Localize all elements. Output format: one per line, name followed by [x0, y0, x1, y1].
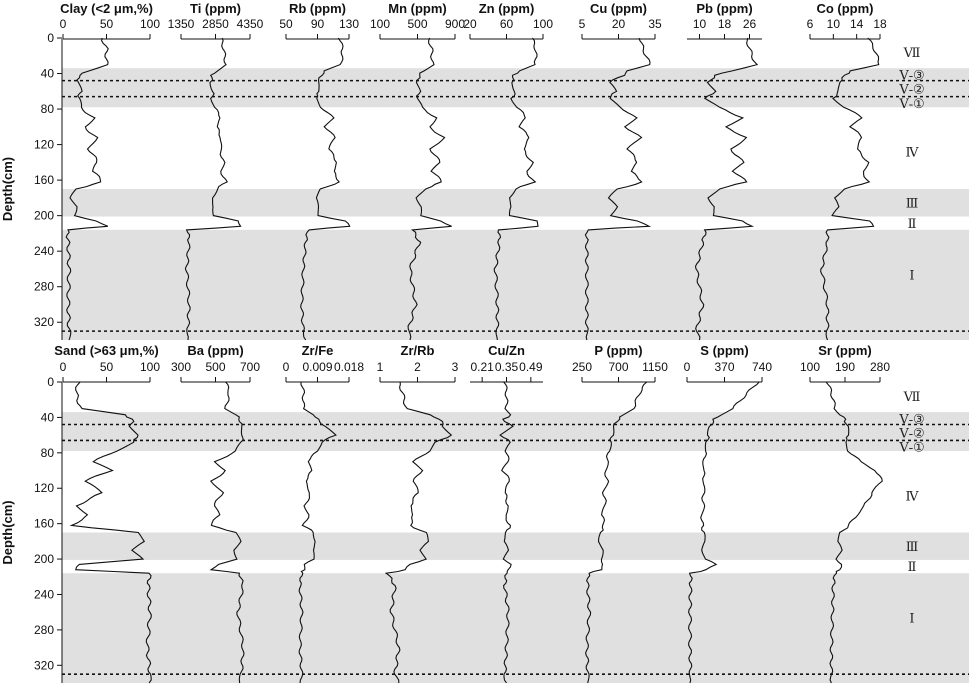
shaded-unit-1: [62, 189, 969, 217]
y-tick-label: 40: [40, 66, 54, 81]
unit-label: Ⅲ: [905, 195, 919, 211]
x-tick-label: 0.21: [470, 360, 494, 374]
x-tick-label: 10: [826, 17, 841, 31]
row-1: [0, 1, 969, 340]
x-tick-label: 300: [170, 360, 192, 374]
unit-label: Ⅴ-③: [899, 67, 925, 83]
y-tick-label: 280: [33, 279, 54, 294]
x-tick-label: 100: [369, 17, 391, 31]
x-tick-label: 0: [683, 360, 691, 374]
unit-label: Ⅳ: [905, 144, 919, 160]
panel-title: Cu/Zn: [488, 343, 525, 358]
x-tick-label: 1150: [642, 360, 668, 374]
y-tick-label: 240: [33, 587, 54, 602]
unit-label: Ⅴ-②: [899, 81, 925, 97]
unit-label: Ⅴ-①: [899, 95, 925, 111]
unit-label: Ⅶ: [903, 389, 921, 405]
x-tick-label: 1: [376, 360, 384, 374]
x-tick-label: 280: [869, 360, 891, 374]
unit-label: Ⅰ: [909, 610, 915, 626]
x-tick-label: 50: [99, 17, 114, 31]
y-tick-label: 80: [40, 445, 54, 460]
panel-title: Zr/Rb: [400, 343, 435, 358]
panel-title: Clay (<2 μm,%): [60, 1, 153, 16]
shaded-unit-0: [62, 412, 969, 451]
unit-label: Ⅲ: [905, 538, 919, 554]
x-tick-label: 14: [849, 17, 864, 31]
unit-label: Ⅴ-①: [899, 439, 925, 455]
x-tick-label: 100: [532, 17, 554, 31]
y-tick-label: 0: [47, 31, 54, 45]
panel-title: Rb (ppm): [288, 1, 347, 16]
x-tick-label: 0.018: [333, 360, 365, 374]
x-tick-label: 20: [463, 17, 477, 31]
y-tick-label: 80: [40, 102, 54, 117]
x-tick-label: 2: [414, 360, 421, 374]
unit-label: Ⅴ-②: [899, 425, 925, 441]
y-tick-label: 200: [33, 208, 54, 223]
y-tick-label: 40: [40, 410, 54, 425]
x-tick-label: 100: [139, 17, 161, 31]
x-tick-label: 370: [714, 360, 735, 374]
unit-label: Ⅱ: [907, 559, 917, 575]
x-tick-label: 2850: [202, 17, 229, 31]
x-tick-label: 100: [799, 360, 821, 374]
row-2: [0, 343, 969, 683]
shaded-unit-2: [62, 230, 969, 340]
x-tick-label: 35: [648, 17, 662, 31]
panel-title: Sr (ppm): [818, 343, 872, 358]
y-tick-label: 160: [33, 516, 54, 531]
panel-title: Pb (ppm): [696, 1, 753, 16]
y-tick-label: 0: [47, 375, 54, 389]
x-tick-label: 100: [139, 360, 161, 374]
x-tick-label: 130: [338, 17, 360, 31]
x-tick-label: 10: [692, 17, 707, 31]
x-tick-label: 4350: [236, 17, 264, 31]
y-tick-label: 160: [33, 173, 54, 188]
x-tick-label: 50: [99, 360, 114, 374]
x-tick-label: 60: [499, 17, 514, 31]
x-tick-label: 0.009: [302, 360, 333, 374]
panel-title: Ti (ppm): [189, 1, 242, 16]
x-tick-label: 0: [59, 360, 67, 374]
panel-title: Zn (ppm): [478, 1, 535, 16]
y-tick-label: 120: [33, 137, 54, 152]
unit-label: Ⅴ-③: [899, 411, 925, 427]
x-tick-label: 18: [873, 17, 887, 31]
y-axis-label: Depth(cm): [0, 156, 15, 222]
x-tick-label: 500: [407, 17, 428, 31]
x-tick-label: 90: [310, 17, 325, 31]
unit-label: Ⅰ: [909, 267, 915, 283]
y-tick-label: 200: [33, 552, 54, 567]
unit-label: Ⅳ: [905, 488, 919, 504]
x-tick-label: 18: [717, 17, 732, 31]
panel-title: Zr/Fe: [301, 343, 334, 358]
x-tick-label: 50: [279, 17, 293, 31]
y-tick-label: 240: [33, 244, 54, 259]
panel-title: S (ppm): [700, 343, 749, 358]
x-tick-label: 0.49: [519, 360, 543, 374]
x-tick-label: 500: [205, 360, 226, 374]
x-tick-label: 0: [282, 360, 290, 374]
unit-label: Ⅱ: [907, 215, 917, 231]
x-tick-label: 740: [751, 360, 773, 374]
panel-title: Co (ppm): [816, 1, 874, 16]
panel-title: Mn (ppm): [388, 1, 447, 16]
x-tick-label: 1350: [167, 17, 195, 31]
x-tick-label: 0: [59, 17, 67, 31]
x-tick-label: 3: [451, 360, 459, 374]
panel-title: Ba (ppm): [187, 343, 244, 358]
x-tick-label: 700: [608, 360, 629, 374]
y-tick-label: 280: [33, 622, 54, 637]
y-tick-label: 320: [33, 658, 54, 673]
x-tick-label: 6: [806, 17, 814, 31]
panel-title: Sand (>63 μm,%): [54, 343, 159, 358]
x-tick-label: 20: [611, 17, 626, 31]
x-tick-label: 190: [834, 360, 856, 374]
y-tick-label: 320: [33, 315, 54, 330]
panel-title: P (ppm): [594, 343, 643, 358]
panel-title: Cu (ppm): [589, 1, 648, 16]
x-tick-label: 0.35: [494, 360, 519, 374]
unit-label: Ⅶ: [903, 45, 921, 61]
x-tick-label: 900: [444, 17, 466, 31]
y-axis-label: Depth(cm): [0, 500, 15, 565]
x-tick-label: 5: [578, 17, 586, 31]
y-tick-label: 120: [33, 481, 54, 496]
shaded-unit-1: [62, 533, 969, 560]
x-tick-label: 26: [742, 17, 757, 31]
x-tick-label: 700: [239, 360, 261, 374]
x-tick-label: 250: [571, 360, 593, 374]
